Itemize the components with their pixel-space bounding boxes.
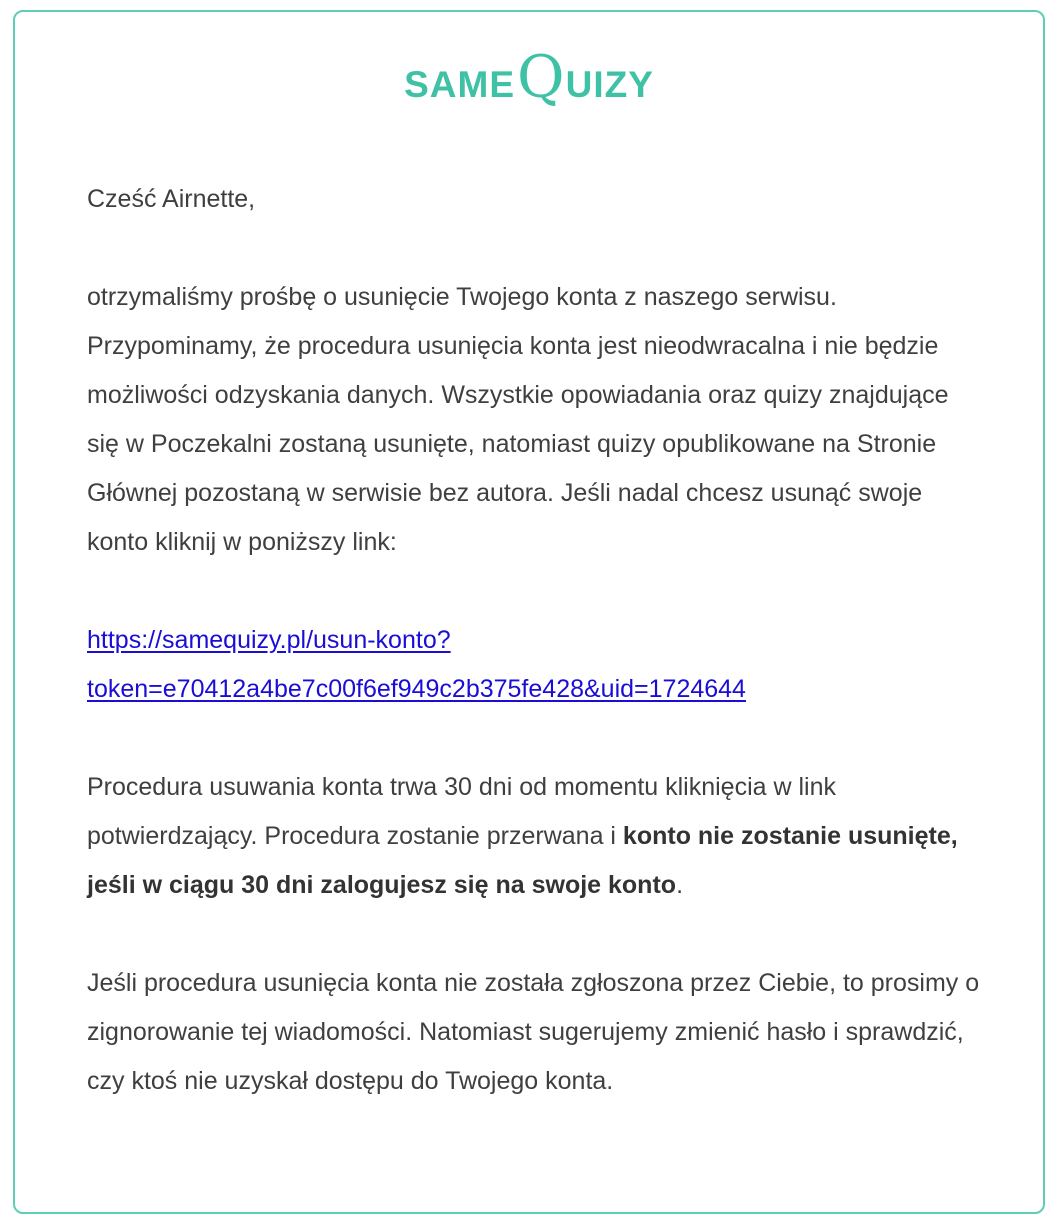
- procedure-text: Procedura usuwania konta trwa 30 dni od momentu kliknięcia w link potwierdzający. Procedura zostanie przerwana i: [87, 773, 836, 850]
- samequizy-logo: [15, 43, 1043, 111]
- paragraph-security-notice: Jeśli procedura usunięcia konta nie została zgłoszona przez Ciebie, to prosimy o zignorowanie tej wiadomości. Natomiast sugerujemy zmienić hasło i sprawdzić, czy ktoś nie uzyskał dostępu do Twojego konta.: [87, 969, 980, 1095]
- greeting: Cześć Airnette,: [87, 185, 256, 213]
- email-card: [13, 10, 1045, 1214]
- email-body: [87, 175, 987, 1106]
- delete-account-link[interactable]: [87, 616, 987, 714]
- delete-account-link-line2: token=e70412a4be7c00f6ef949c2b375fe428&uid=1724644: [87, 675, 746, 703]
- logo-part-uizy: UIZY: [565, 64, 654, 105]
- procedure-text-end: .: [676, 871, 684, 899]
- procedure-bold-text: konto nie zostanie usunięte, jeśli w ciągu 30 dni zalogujesz się na swoje konto: [87, 822, 958, 899]
- delete-account-link-block: [87, 616, 987, 714]
- paragraph-procedure-duration: [87, 763, 987, 910]
- paragraph-deletion-request: otrzymaliśmy prośbę o usunięcie Twojego konta z naszego serwisu. Przypominamy, że procedura usunięcia konta jest nieodwracalna i nie będzie możliwości odzyskania danych. Wszystkie opowiadania oraz quizy znajdujące się w Poczekalni zostaną usunięte, natomiast quizy opublikowane na Stronie Głównej pozostaną w serwisie bez autora. Jeśli nadal chcesz usunąć swoje konto kliknij w poniższy link:: [87, 283, 949, 556]
- delete-account-link-line1: https://samequizy.pl/usun-konto?: [87, 626, 451, 654]
- logo-part-q: Q: [517, 43, 565, 111]
- logo-part-same: SAME: [404, 64, 516, 105]
